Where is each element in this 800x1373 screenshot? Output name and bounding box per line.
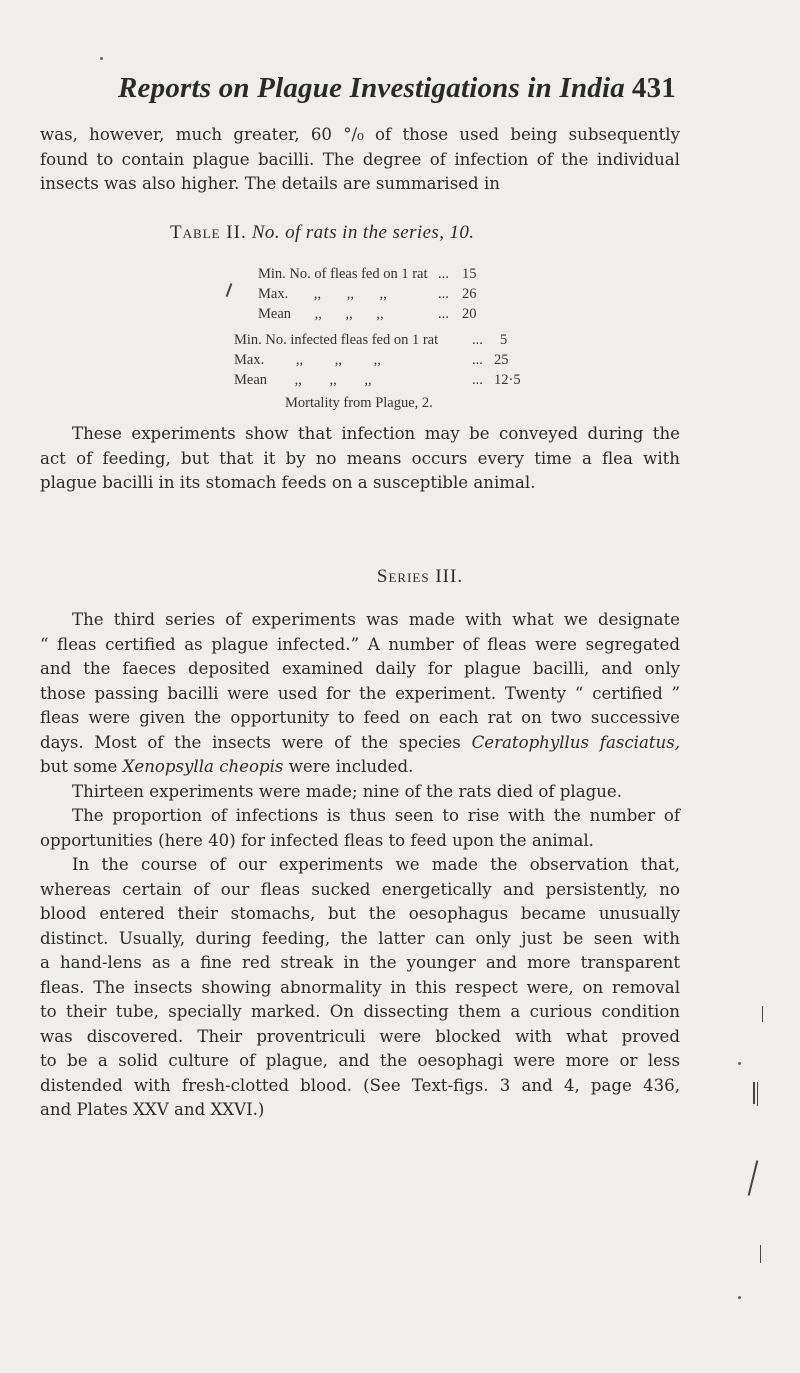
text-line: to be a solid culture of plague, and the oesophagi were more or less: [40, 1051, 680, 1070]
text-line: insects was also higher. The details are summarised in: [40, 174, 500, 193]
table-row: [234, 370, 521, 390]
text-line: [40, 755, 680, 780]
infected-fleas-table: [234, 330, 521, 390]
text-line: act of feeding, but that it by no means occurs every time a flea with: [40, 448, 680, 468]
mortality-text: Mortality from Plague, 2.: [285, 395, 433, 411]
text-line: whereas certain of our fleas sucked energetically and persistently, no: [40, 879, 680, 899]
text-segment: were included.: [283, 757, 414, 776]
text-line: those passing bacilli were used for the experiment. Twenty “ certified ”: [40, 683, 680, 703]
text-segment: but some: [40, 757, 123, 776]
section-heading: Series III.: [376, 566, 464, 587]
text-line: was discovered. Their proventriculi were blocked with what proved: [40, 1026, 680, 1046]
text-line: In the course of our experiments we made the observation that,: [72, 855, 680, 874]
table-title: [170, 222, 474, 244]
text-line: fleas were given the opportunity to feed on each rat on two successive: [40, 708, 680, 727]
scan-mark: [748, 1160, 759, 1195]
text-line: [40, 731, 680, 756]
series-paragraph-2: [40, 780, 680, 805]
table-row: [234, 350, 521, 370]
text-line: plague bacilli in its stomach feeds on a susceptible animal.: [40, 473, 536, 492]
intro-paragraph: [40, 123, 680, 197]
row-label: Mean ,, ,, ,,: [234, 372, 372, 388]
row-label: Mean ,, ,, ,,: [258, 306, 384, 322]
text-line: distended with fresh-clotted blood. (See Text-figs. 3 and 4, page 436,: [40, 1075, 680, 1095]
text-line: fleas. The insects showing abnormality in this respect were, on removal: [40, 977, 680, 997]
table-label: Table II.: [170, 222, 247, 243]
table-row: [258, 264, 477, 284]
table-caption: No. of rats in the series, 10.: [251, 222, 475, 243]
text-line: and the faeces deposited examined daily for plague bacilli, and only: [40, 659, 680, 678]
row-dots: ...: [472, 372, 483, 388]
scan-mark: [226, 283, 233, 297]
text-line: was, however, much greater, 60 °/₀ of those used being subsequently: [40, 125, 680, 144]
text-line: These experiments show that infection may be conveyed during the: [72, 424, 680, 443]
row-value: 12·5: [494, 372, 521, 388]
row-dots: ...: [472, 352, 483, 368]
text-line: blood entered their stomachs, but the oesophagus became unusually: [40, 904, 680, 923]
text-line: The third series of experiments was made with what we designate: [72, 610, 680, 629]
row-label: Min. No. of fleas fed on 1 rat: [258, 266, 428, 282]
fleas-fed-table: [258, 264, 477, 324]
row-dots: ...: [438, 306, 449, 322]
row-dots: ...: [438, 266, 449, 282]
scan-dot: [738, 1062, 741, 1065]
text-line: to their tube, specially marked. On dissecting them a curious condition: [40, 1002, 680, 1021]
text-segment: days. Most of the insects were of the species: [40, 732, 472, 752]
row-label: Max. ,, ,, ,,: [258, 286, 387, 302]
series-paragraph-3: [40, 804, 680, 853]
text-line: The proportion of infections is thus seen to rise with the number of: [72, 806, 680, 825]
series-paragraph-4: [40, 853, 680, 1123]
page-number: 431: [631, 72, 676, 104]
row-label: Min. No. infected fleas fed on 1 rat: [234, 332, 439, 348]
mortality-line: [285, 393, 433, 413]
series-paragraph-1: [40, 608, 680, 780]
row-value: 5: [500, 332, 508, 348]
scan-dot: [738, 1296, 741, 1299]
text-line: opportunities (here 40) for infected fleas to feed upon the animal.: [40, 830, 594, 850]
species-name: Xenopsylla cheopis: [122, 757, 284, 776]
running-head-title: Reports on Plague Investigations in India: [118, 72, 625, 104]
scan-mark: [753, 1082, 755, 1104]
row-dots: ...: [438, 286, 449, 302]
table-row: [234, 330, 521, 350]
table-row: [258, 284, 477, 304]
row-value: 15: [462, 266, 477, 282]
row-value: 25: [494, 352, 509, 368]
text-line: a hand-lens as a fine red streak in the younger and more transparent: [40, 953, 680, 972]
table-row: [258, 304, 477, 324]
scan-mark: [757, 1082, 758, 1106]
text-line: and Plates XXV and XXVI.): [40, 1100, 265, 1119]
text-line: “ fleas certified as plague infected.” A number of fleas were segregated: [40, 634, 680, 654]
row-value: 26: [462, 286, 477, 302]
text-line: distinct. Usually, during feeding, the latter can only just be seen with: [40, 928, 680, 948]
running-head: [118, 72, 678, 105]
scan-mark: [762, 1006, 763, 1022]
scan-dot: [100, 57, 103, 60]
row-value: 20: [462, 306, 477, 322]
text-line: found to contain plague bacilli. The degree of infection of the individual: [40, 149, 680, 169]
conclusion-paragraph: [40, 422, 680, 496]
row-dots: ...: [472, 332, 483, 348]
row-label: Max. ,, ,, ,,: [234, 352, 381, 368]
scan-mark: [760, 1245, 761, 1263]
text-line: Thirteen experiments were made; nine of the rats died of plague.: [72, 781, 623, 801]
species-name: Ceratophyllus fasciatus,: [471, 732, 680, 752]
